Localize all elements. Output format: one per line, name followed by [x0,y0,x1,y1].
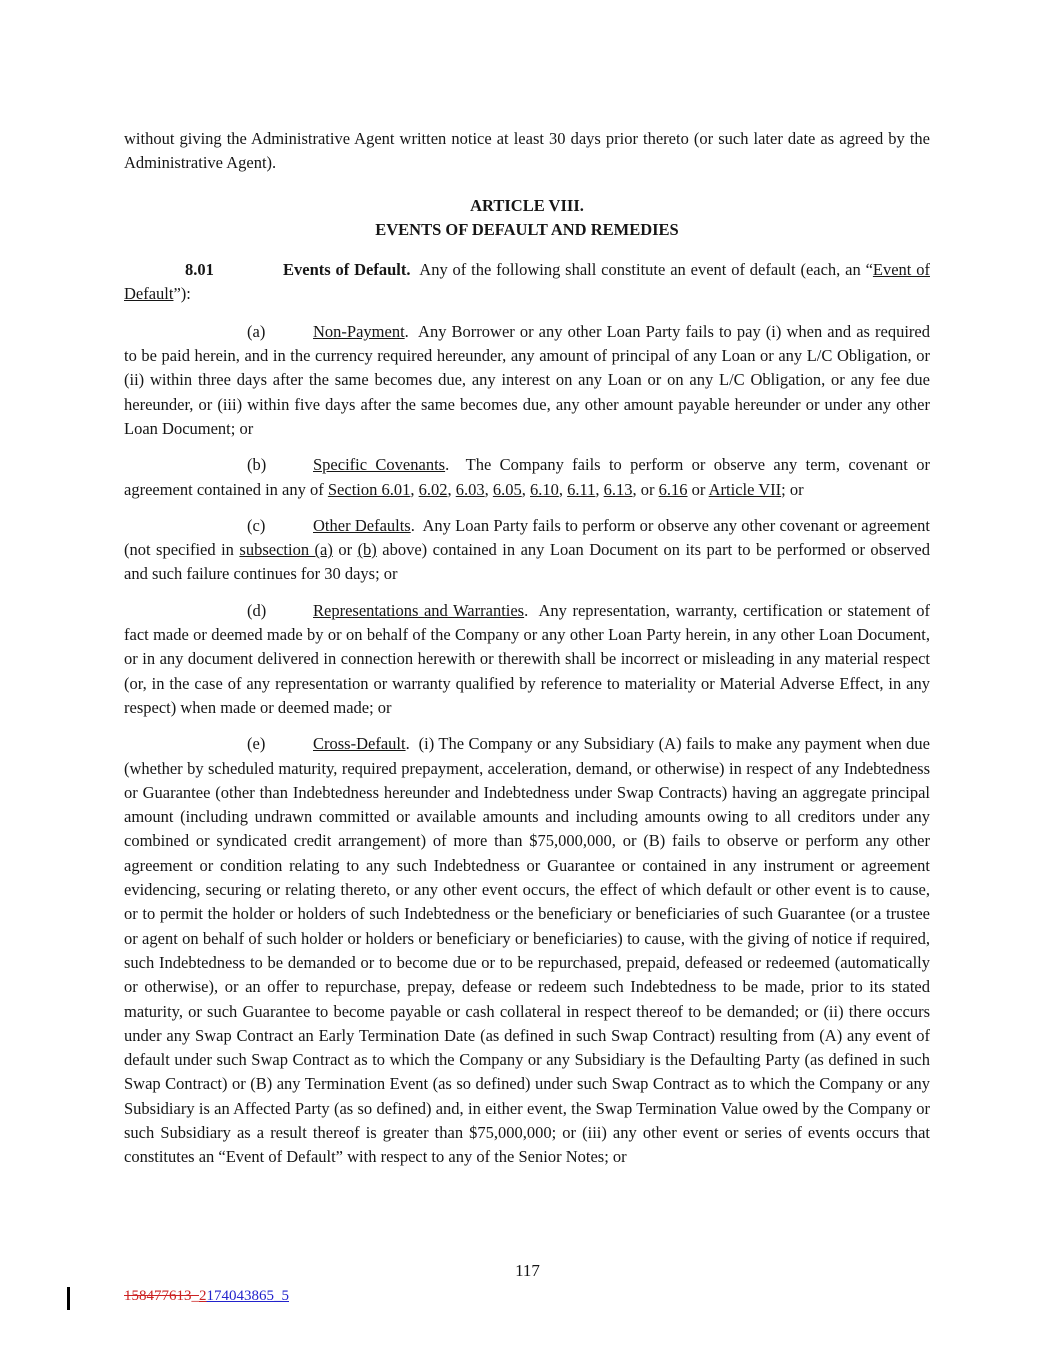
revision-change-bar [67,1287,70,1310]
paragraph-d-representations-and-warranties: (d) Representations and Warranties. Any representation, warranty, certification or statement of fact made or deemed made by or on behalf of the Company or any other Loan Party herein, in any other Loan Document, or in any document delivered in connection herewith or therewith shall be incorrect or misleading in any material respect (or, in the case of any representation or warranty qualified by reference to materiality or Material Adverse Effect, in any respect) when made or deemed made; or [124,600,930,717]
document-body [124,127,930,1182]
article-heading [124,194,930,243]
article-number: ARTICLE VIII. [470,195,584,215]
paragraph-c-other-defaults: (c) Other Defaults. Any Loan Party fails to perform or observe any other covenant or agreement (not specified in subsection (a) or (b) above) contained in any Loan Document on its part to be performed or observed and such failure continues for 30 days; or [124,515,930,584]
paragraph-b-specific-covenants: (b) Specific Covenants. The Company fails to perform or observe any term, covenant or agreement contained in any of Section 6.01, 6.02, 6.03, 6.05, 6.10, 6.11, 6.13, or 6.16 or Article VII; or [124,455,931,499]
footer-document-id: 158477613_2174043865_5 [124,1288,289,1304]
article-title: EVENTS OF DEFAULT AND REMEDIES [375,219,679,239]
page-number: 117 [515,1261,540,1280]
section-801-events-of-default: 8.01 Events of Default. Any of the following shall constitute an event of default (each, an “Event of Default”): [124,260,930,304]
paragraph-e-cross-default: (e) Cross-Default. (i) The Company or any Subsidiary (A) fails to make any payment when due (whether by scheduled maturity, required prepayment, acceleration, demand, or otherwise) in respect of any Indebtedness or Guarantee (other than Indebtedness hereunder and Indebtedness under Swap Contracts) having an aggregate principal amount (including undrawn committed or available amounts and including amounts owing to all creditors under any combined or syndicated credit arrangement) of more than $75,000,000, or (B) fails to observe or perform any other agreement or condition relating to any such Indebtedness or Guarantee or contained in any instrument or agreement evidencing, securing or relating thereto, or any other event occurs, the effect of which default or other event is to cause, or to permit the holder or holders of such Indebtedness or the beneficiary or beneficiaries of such Guarantee (or a trustee or agent on behalf of such holder or holders or beneficiary or beneficiaries) to cause, with the giving of notice if required, such Indebtedness to be demanded or to become due or to be repurchased, prepaid, defeased or redeemed (automatically or otherwise), or an offer to repurchase, prepay, defease or redeem such Indebtedness to be made, prior to its stated maturity, or such Guarantee to become payable or cash collateral in respect thereof to be demanded; or (ii) there occurs under any Swap Contract an Early Termination Date (as defined in such Swap Contract) resulting from (A) any event of default under such Swap Contract as to which the Company or any Subsidiary is the Defaulting Party (as defined in such Swap Contract) or (B) any Termination Event (as so defined) under such Swap Contract as to which the Company or any Subsidiary is an Affected Party (as so defined) and, in either event, the Swap Termination Value owed by the Company or such Subsidiary as a result thereof is greater than $75,000,000; or (iii) any other event or series of events occurs that constitutes an “Event of Default” with respect to any of the Senior Notes; or [124,734,930,1167]
paragraph-a-non-payment: (a) Non-Payment. Any Borrower or any other Loan Party fails to pay (i) when and as required to be paid herein, and in the currency required hereunder, any amount of principal of any Loan or any L/C Obligation, or (ii) within three days after the same becomes due, any interest on any Loan or on any L/C Obligation, or any fee due hereunder, or (iii) within five days after the same becomes due, any other amount payable hereunder or under any other Loan Document; or [124,321,930,438]
paragraph-continuation: without giving the Administrative Agent written notice at least 30 days prior thereto (or such later date as agreed by the Administrative Agent). [124,129,930,173]
